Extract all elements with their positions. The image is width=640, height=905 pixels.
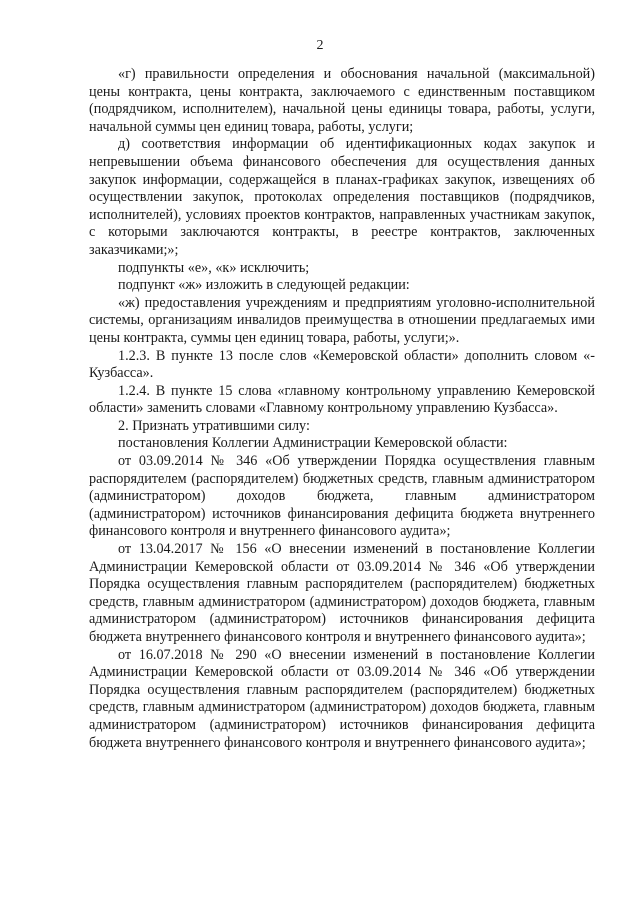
paragraph-resolution-346: от 03.09.2014 № 346 «Об утверждении Порядка осуществления главным распорядителем (распорядителем) бюджетных средств, главным администратором (администратором) доходов бюджета, главным администратором (администратором) источников финансирования дефицита бюджета внутреннего финансового контроля и внутреннего финансового аудита»;	[89, 453, 595, 540]
paragraph-1-2-4: 1.2.4. В пункте 15 слова «главному контрольному управлению Кемеровской области» заменить словами «Главному контрольному управлению Кузбасса».	[89, 382, 595, 417]
paragraph-item-d: д) соответствия информации об идентификационных кодах закупок и непревышении объема финансового обеспечения для осуществления данных закупок информации, содержащейся в планах-графиках закупок, извещениях об осуществлении закупок, протоколах определения поставщиков (подрядчиков, исполнителей), условиях проектов контрактов, направленных участникам закупок, с которыми заключаются контракты, в реестре контрактов, заключенных заказчиками;»;	[89, 136, 595, 258]
page-number: 2	[316, 38, 324, 53]
paragraph-item-zh: «ж) предоставления учреждениям и предприятиям уголовно-исполнительной системы, организациям инвалидов преимущества в отношении предлагаемых ими цены контракта, суммы цен единиц товара, работы, услуги;».	[89, 294, 595, 346]
paragraph-zh-intro: подпункт «ж» изложить в следующей редакции:	[118, 277, 410, 294]
paragraph-resolution-290: от 16.07.2018 № 290 «О внесении изменений в постановление Коллегии Администрации Кемеровской области от 03.09.2014 № 346 «Об утверждении Порядка осуществления главным распорядителем (распорядителем) бюджетных средств, главным администратором (администратором) доходов бюджета, главным администратором (администратором) источников финансирования дефицита бюджета внутреннего финансового контроля и внутреннего финансового аудита»;	[89, 646, 595, 751]
paragraph-1-2-3: 1.2.3. В пункте 13 после слов «Кемеровской области» дополнить словом «- Кузбасса».	[89, 347, 595, 382]
paragraph-item-g: «г) правильности определения и обоснования начальной (максимальной) цены контракта, цены контракта, заключаемого с единственным поставщиком (подрядчиком, исполнителем), начальной цены единицы товара, работы, услуги, начальной суммы цен единиц товара, работы, услуги;	[89, 66, 595, 135]
paragraph-resolutions-intro: постановления Коллегии Администрации Кемеровской области:	[118, 435, 508, 452]
paragraph-2-heading: 2. Признать утратившими силу:	[118, 417, 310, 434]
document-body	[89, 66, 595, 752]
paragraph-resolution-156: от 13.04.2017 № 156 «О внесении изменений в постановление Коллегии Администрации Кемеровской области от 03.09.2014 № 346 «Об утверждении Порядка осуществления главным распорядителем (распорядителем) бюджетных средств, главным администратором (администратором) доходов бюджета, главным администратором (администратором) источников финансирования дефицита бюджета внутреннего финансового контроля и внутреннего финансового аудита»;	[89, 541, 595, 645]
paragraph-exclude-e-k: подпункты «е», «к» исключить;	[118, 259, 310, 276]
